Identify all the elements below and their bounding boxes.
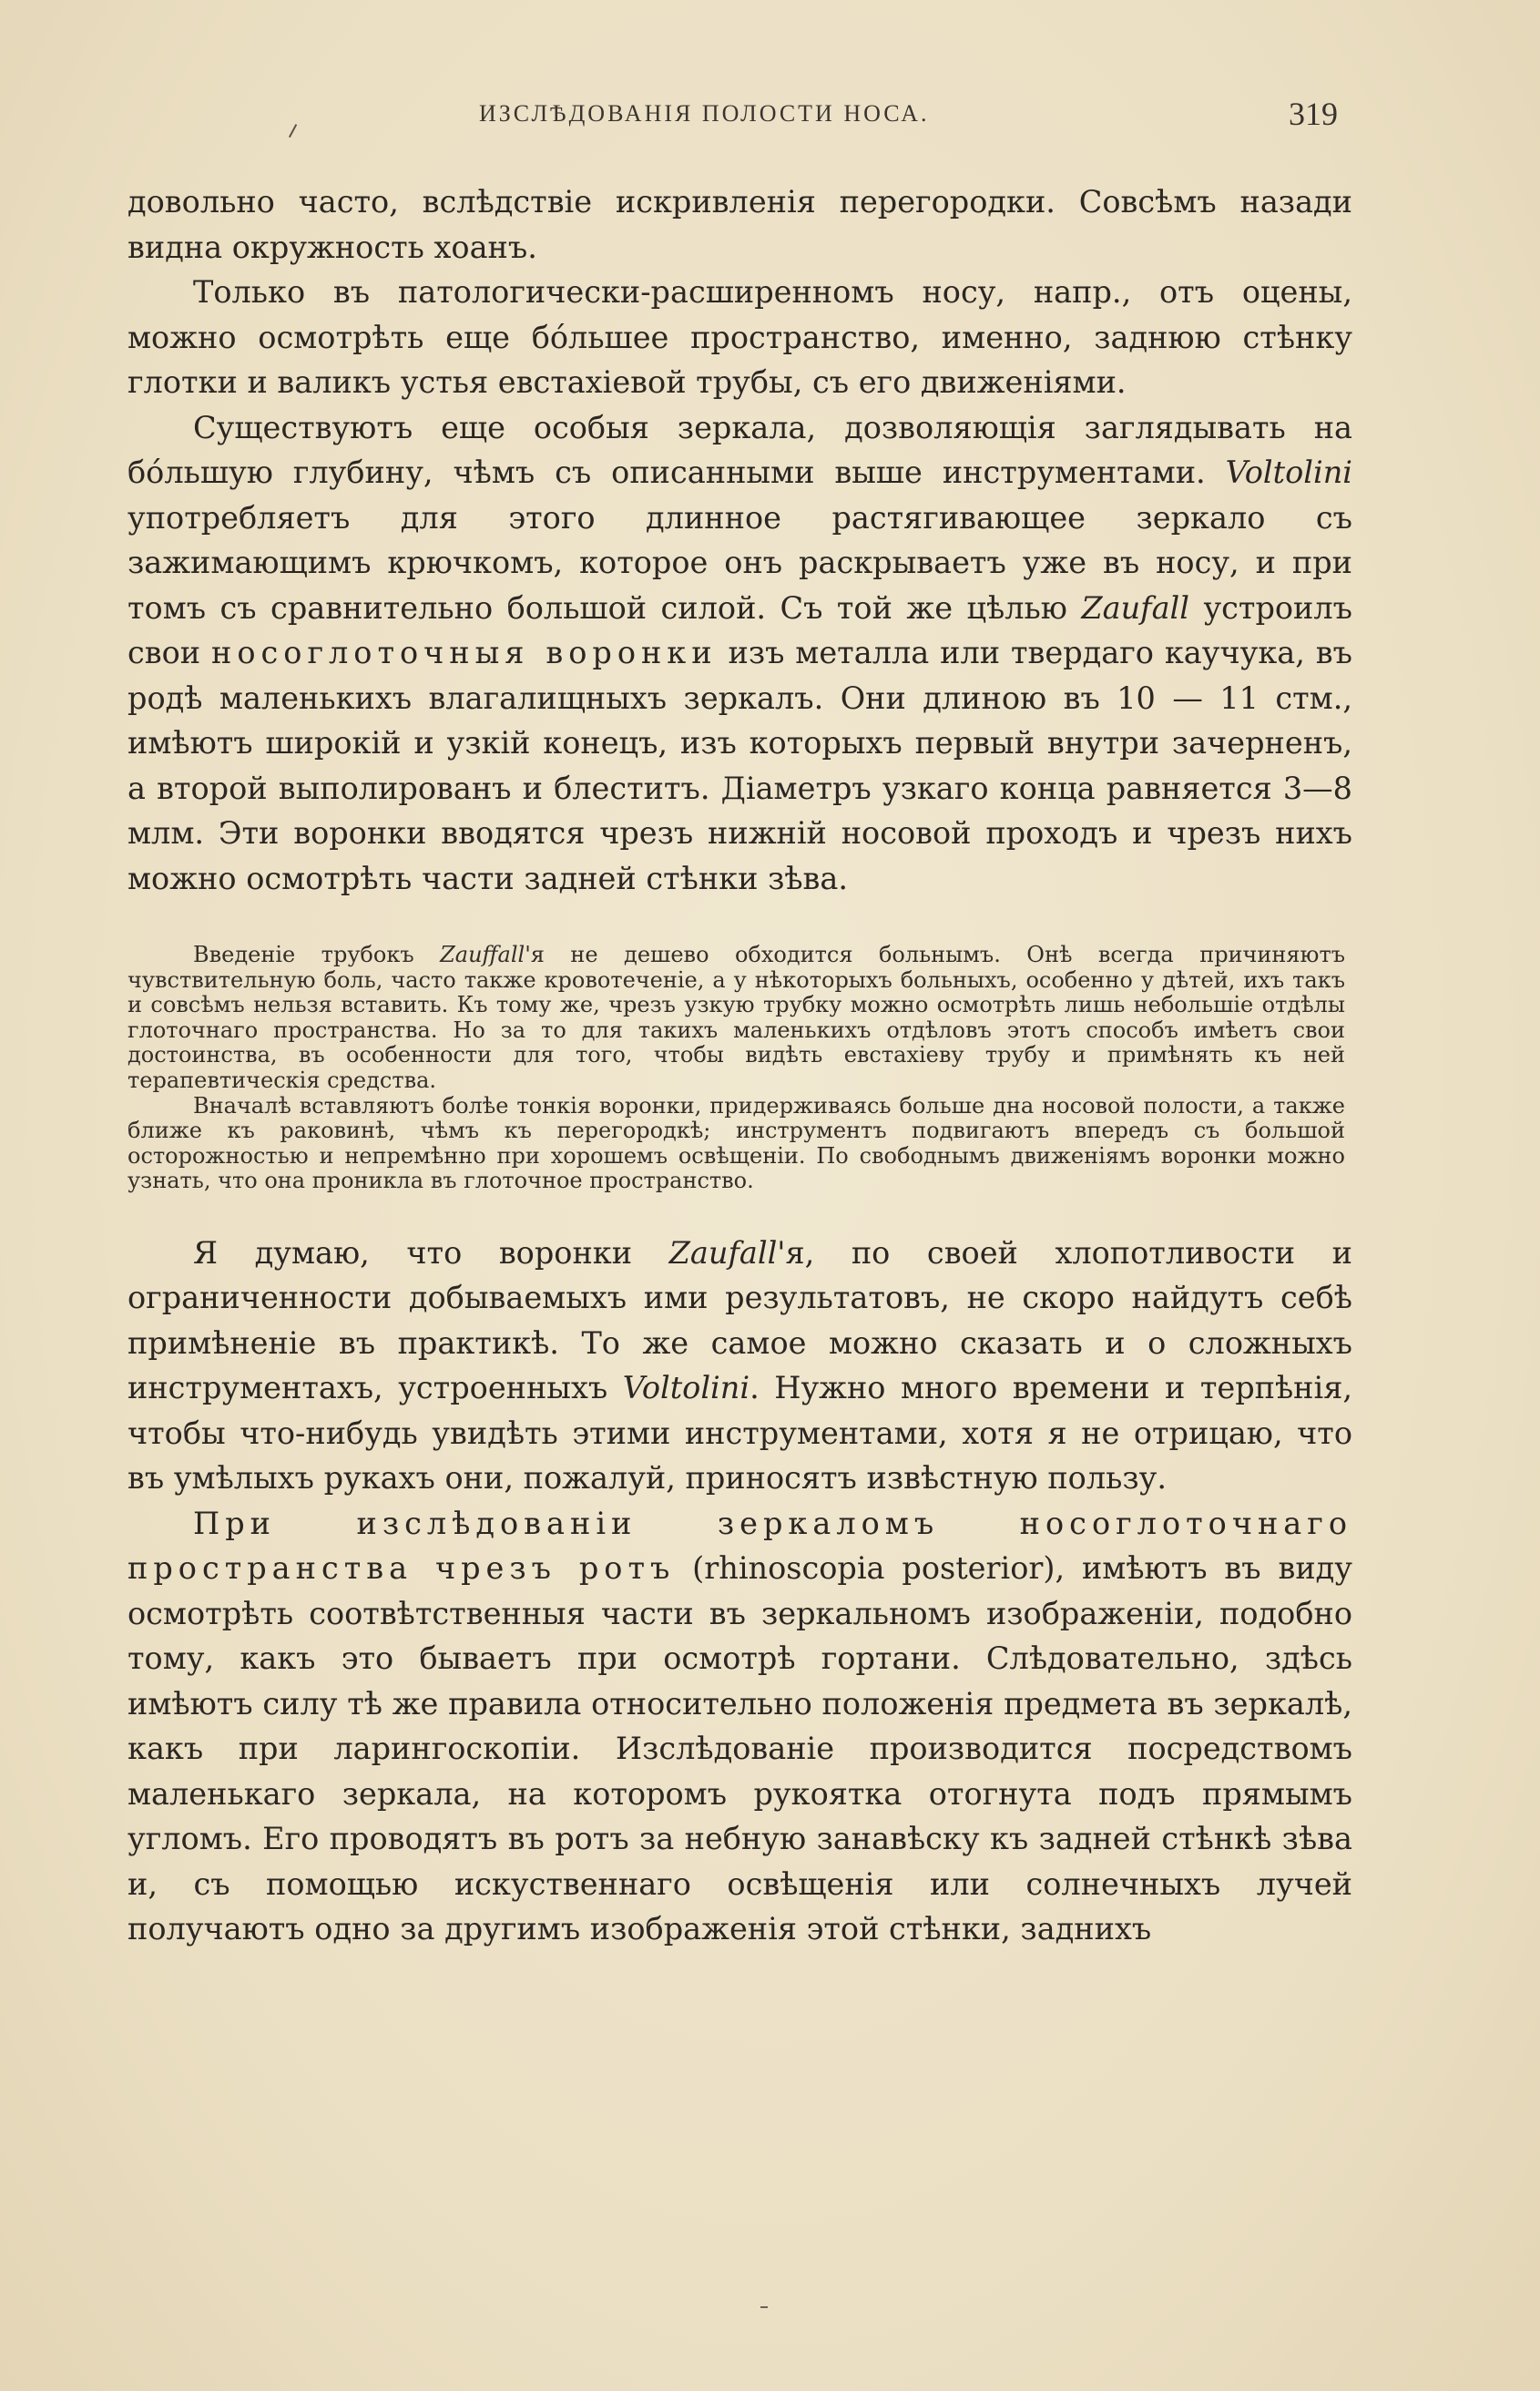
paragraph-4-text: 'я, по своей хлопотливости и ограниченности добываемыхъ ими результатовъ, не скоро найдутъ себѣ примѣненіе въ практикѣ. То же самое можно сказать и о сложныхъ инструментахъ, устроенныхъ [127,1234,1352,1406]
body-text [127,179,1352,1952]
paragraph-3-text: изъ металла или твердаго каучука, въ родѣ маленькихъ влагалищныхъ зеркалъ. Они длиною въ 10 — 11 стм., имѣютъ широкій и узкій конецъ, изъ которыхъ первый внутри зачерненъ, а второй выполированъ и блеститъ. Діаметръ узкаго конца равняется 3—8 млм. Эти воронки вводятся чрезъ нижній носовой проходъ и чрезъ нихъ можно осмотрѣть части задней стѣнки зѣва. [127,635,1352,896]
note-paragraph-2: Вначалѣ вставляютъ болѣе тонкія воронки, придерживаясь больше дна носовой полости, а также ближе къ раковинѣ, чѣмъ къ перегородкѣ; инструментъ подвигаютъ впередъ съ большой осторожностью и непремѣнно при хорошемъ освѣщеніи. По свободнымъ движеніямъ воронки можно узнать, что она проникла въ глоточное пространство. [127,1092,1345,1194]
page-number: 319 [1289,96,1338,132]
paragraph-3-text: Существуютъ еще особыя зеркала, дозволяющія заглядывать на бóльшую глубину, чѣмъ съ описанными выше инструментами. [127,409,1352,490]
paragraph-5-text: (rhinoscopia posterior), имѣютъ въ виду осмотрѣть соотвѣтственныя части въ зеркальномъ изображеніи, подобно тому, какъ это бываетъ при осмотрѣ гортани. Слѣдовательно, здѣсь имѣютъ силу тѣ же правила относительно положенія предмета въ зеркалѣ, какъ при ларингоскопіи. Изслѣдованіе производится посредствомъ маленькаго зеркала, на которомъ рукоятка отогнута подъ прямымъ угломъ. Его проводятъ въ ротъ за небную занавѣску къ задней стѣнкѣ зѣва и, съ помощью искуственнаго освѣщенія или солнечныхъ лучей получаютъ одно за другимъ изображенія этой стѣнки, заднихъ [127,1550,1352,1947]
spaced-term: При изслѣдованіи зеркаломъ носоглоточнаго пространства чрезъ ротъ [127,1505,1352,1587]
author-name-zaufall: Zaufall [668,1234,778,1271]
paragraph-2: Только въ патологически-расширенномъ носу, напр., отъ оцены, можно осмотрѣть еще бóльшее пространство, именно, заднюю стѣнку глотки и валикъ устья евстахіевой трубы, съ его движеніями. [127,274,1352,400]
paragraph-4-text: . Нужно много времени и терпѣнія, чтобы что-нибудь увидѣть этими инструментами, хотя я не отрицаю, что въ умѣлыхъ рукахъ они, пожалуй, приносятъ извѣстную пользу. [127,1370,1352,1497]
note-text: 'я не дешево обходится больнымъ. Онѣ всегда причиняютъ чувствительную боль, часто также кровотеченіе, а у нѣкоторыхъ больныхъ, особенно у дѣтей, ихъ такъ и совсѣмъ нельзя вставить. Къ тому же, чрезъ узкую трубку можно осмотрѣть лишь небольшіе отдѣлы глоточнаго пространства. Но за то для такихъ маленькихъ отдѣловъ этотъ способъ имѣетъ свои достоинства, въ особенности для того, чтобы видѣть евстахіеву трубу и примѣнять къ ней терапевтическія средства. [127,942,1345,1093]
paragraph-5 [127,1501,1352,1952]
note-paragraph-1 [127,943,1345,1094]
paragraph-1: довольно часто, вслѣдствіе искривленія перегородки. Совсѣмъ назади видна окружность хоанъ. [127,184,1352,265]
paragraph-3 [127,405,1352,902]
paragraph-3-text: устроилъ свои [127,589,1352,670]
bottom-mark [760,2306,768,2308]
author-name-zaufall: Zaufall [1081,589,1189,626]
author-name-zauffall: Zauffall [440,942,525,967]
small-print-note [127,943,1352,1194]
paragraph-4 [127,1231,1352,1501]
running-title: ИЗСЛѢДОВАНІЯ ПОЛОСТИ НОСА. [479,100,930,127]
page-header [127,93,1352,138]
spaced-term: носоглоточныя воронки [211,635,718,670]
paragraph-3-text: употребляетъ для этого длинное растягивающее зеркало съ зажимающимъ крючкомъ, которое онъ раскрываетъ уже въ носу, и при томъ съ сравнительно большой силой. Съ той же цѣлью [127,499,1352,626]
author-name-voltolini: Voltolini [1225,455,1352,490]
note-text: Введеніе трубокъ [193,942,441,967]
paragraph-4-text: Я думаю, что воронки [193,1234,669,1271]
author-name-voltolini: Voltolini [622,1370,750,1406]
